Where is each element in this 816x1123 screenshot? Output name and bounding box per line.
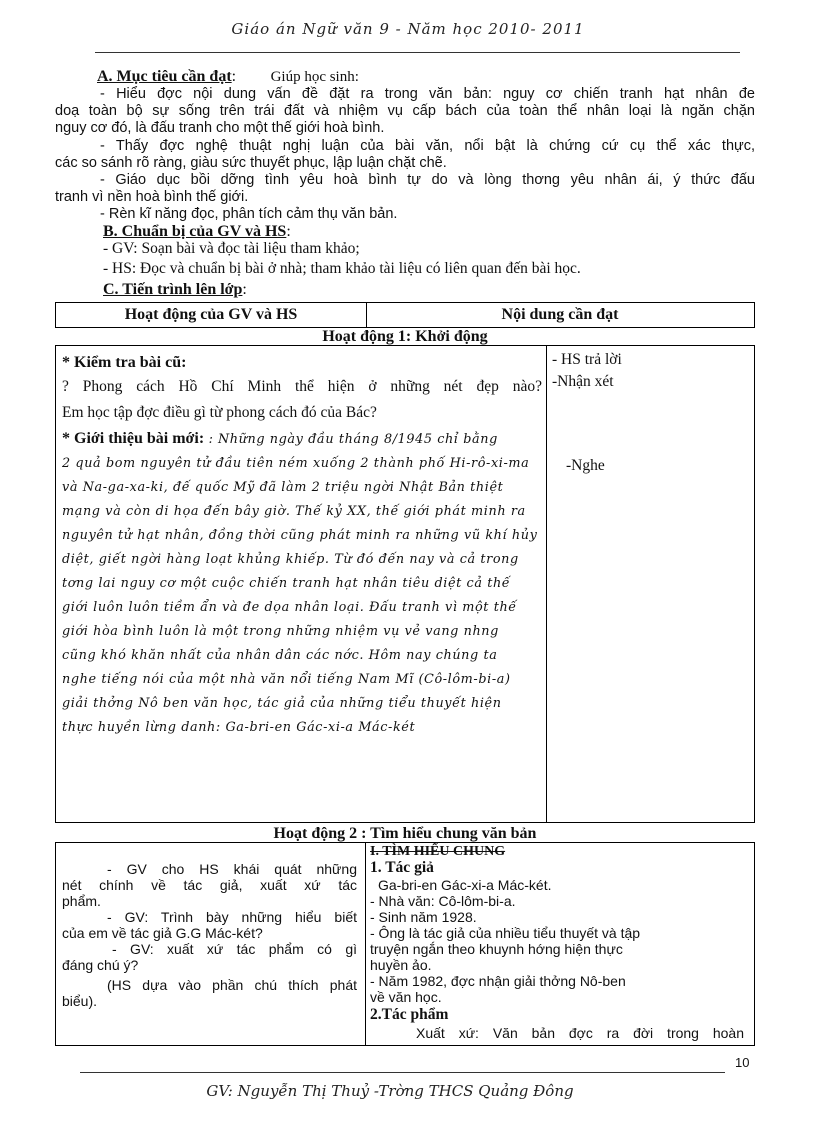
- preparation-hs: - HS: Đọc và chuẩn bị bài ở nhà; tham khảo tài liệu có liên quan đến bài học.: [103, 260, 581, 277]
- activity2-left-line: - GV: xuất xứ tác phẩm có gì: [112, 941, 357, 957]
- check-label: * Kiểm tra bài cũ:: [62, 354, 187, 371]
- general-heading: I. TÌM HIỂU CHUNG: [370, 844, 506, 859]
- process-colon: :: [242, 281, 247, 298]
- page-header: Giáo án Ngữ văn 9 - Năm học 2010- 2011: [231, 20, 585, 38]
- author-heading: 1. Tác giả: [370, 859, 434, 876]
- author-line: - Sinh năm 1928.: [370, 909, 477, 925]
- intro-line: cũng khó khăn nhất của nhân dân các nớc. Hôm nay chúng ta: [62, 648, 498, 663]
- check-question-2: Em học tập đợc điều gì từ phong cách đó của Bác?: [62, 404, 377, 421]
- intro-label: * Giới thiệu bài mới:: [62, 430, 205, 447]
- objective-line: nguy cơ đó, là đấu tranh cho một thế giới hoà bình.: [55, 120, 385, 136]
- page-number: 10: [735, 1055, 750, 1070]
- table-header-col1: Hoạt động của GV và HS: [124, 306, 298, 323]
- activity2-left-line: biểu).: [62, 993, 98, 1009]
- activity2-left-line: của em về tác giả G.G Mác-két?: [62, 925, 263, 941]
- objectives-colon: :: [231, 68, 237, 85]
- author-line: - Năm 1982, đợc nhận giải thởng Nô-ben: [370, 973, 626, 989]
- intro-line: và Na-ga-xa-ki, đế quốc Mỹ đã làm 2 triệu ngời Nhật Bản thiệt: [62, 480, 504, 495]
- objectives-intro: Giúp học sinh:: [270, 69, 359, 85]
- intro-line: tơng lai nguy cơ một cuộc chiến tranh hạt nhân tiêu diệt cả thế: [62, 576, 511, 591]
- intro-line: diệt, giết ngời hàng loạt khủng khiếp. Từ đó đến nay và cả trong: [62, 552, 519, 567]
- activity2-divider: [365, 843, 366, 1045]
- intro-line: thực huyền lừng danh: Ga-bri-en Gác-xi-a Mác-két: [62, 720, 416, 735]
- activity2-left-line: - GV cho HS khái quát những: [107, 861, 357, 877]
- activity1-divider: [546, 346, 547, 822]
- activity2-left-line: phẩm.: [62, 893, 101, 909]
- preparation-colon: :: [286, 223, 291, 240]
- author-line: truyện ngắn theo khuynh hớng hiện thực: [370, 941, 623, 957]
- work-heading: 2.Tác phẩm: [370, 1006, 449, 1023]
- objectives-heading: A. Mục tiêu cần đạt: [97, 68, 232, 85]
- response-comment: -Nhận xét: [552, 373, 614, 390]
- objective-line: - Rèn kĩ năng đọc, phân tích cảm thụ văn bản.: [100, 206, 398, 222]
- work-line: Xuất xứ: Văn bản đợc ra đời trong hoàn: [416, 1025, 744, 1041]
- activity2-table: [55, 842, 755, 1046]
- author-line: về văn học.: [370, 989, 442, 1005]
- intro-line: nguyên tử hạt nhân, đồng thời cũng phát minh ra những vũ khí hủy: [62, 528, 538, 543]
- intro-line: mạng và còn di họa đến bây giờ. Thế kỷ XX, thế giới phát minh ra: [62, 504, 526, 519]
- table-header-col2: Nội dung cần đạt: [501, 306, 619, 323]
- preparation-heading: B. Chuẩn bị của GV và HS: [103, 223, 287, 240]
- author-line: Ga-bri-en Gác-xi-a Mác-két.: [378, 877, 552, 893]
- author-line: huyền ảo.: [370, 957, 432, 973]
- author-line: - Ông là tác giả của nhiều tiểu thuyết và tập: [370, 925, 641, 941]
- objective-line: doạ toàn bộ sự sống trên trái đất và nhiệm vụ cấp bách của toàn thể nhân loại là ngăn chặn: [55, 103, 755, 119]
- intro-sep: :: [208, 432, 214, 447]
- objective-line: các so sánh rõ ràng, giàu sức thuyết phục, lập luận chặt chẽ.: [55, 155, 447, 171]
- author-line: - Nhà văn: Cô-lôm-bi-a.: [370, 893, 516, 909]
- header-divider: [95, 52, 740, 53]
- activity2-title: Hoạt động 2 : Tìm hiểu chung văn bản: [273, 825, 537, 842]
- intro-line: giới hòa bình luôn là một trong những nhiệm vụ vẻ vang nhng: [62, 624, 499, 639]
- activity2-left-line: nét chính về tác giả, xuất xứ tác: [62, 877, 357, 893]
- activity2-left-line: đáng chú ý?: [62, 957, 139, 973]
- page-footer: GV: Nguyễn Thị Thuỷ -Trờng THCS Quảng Đông: [206, 1082, 574, 1100]
- activity1-table: [55, 345, 755, 823]
- process-heading: C. Tiến trình lên lớp: [103, 281, 243, 298]
- objective-line: - Hiểu đợc nội dung vấn đề đặt ra trong văn bản: nguy cơ chiến tranh hạt nhân đe: [100, 86, 755, 102]
- preparation-heading-row: [103, 223, 291, 241]
- activity2-left-line: (HS dựa vào phần chú thích phát: [107, 977, 357, 993]
- intro-line: giải thởng Nô ben văn học, tác giả của những tiểu thuyết hiện: [62, 696, 502, 711]
- objective-line: - Giáo dục bồi dỡng tình yêu hoà bình tự do và lòng thơng yêu nhân ái, ý thức đấu: [100, 172, 755, 188]
- intro-line: nghe tiếng nói của một nhà văn nổi tiếng Nam Mĩ (Cô-lôm-bi-a): [62, 672, 511, 687]
- footer-divider: [80, 1072, 725, 1073]
- preparation-gv: - GV: Soạn bài và đọc tài liệu tham khảo;: [103, 240, 360, 257]
- intro-line: Những ngày đầu tháng 8/1945 chỉ bằng: [218, 432, 498, 447]
- objectives-heading-row: [97, 68, 359, 86]
- response-answer: - HS trả lời: [552, 351, 622, 368]
- objective-line: - Thấy đợc nghệ thuật nghị luận của bài văn, nổi bật là chứng cứ cụ thể xác thực,: [100, 138, 755, 154]
- intro-line: 2 quả bom nguyên tử đầu tiên ném xuống 2 thành phố Hi-rô-xi-ma: [62, 456, 530, 471]
- process-heading-row: [103, 281, 247, 299]
- table-header: [55, 302, 755, 328]
- objective-line: tranh vì nền hoà bình thế giới.: [55, 189, 249, 205]
- intro-first-row: [62, 430, 498, 448]
- activity2-left-line: - GV: Trình bày những hiểu biết: [107, 909, 357, 925]
- response-listen: -Nghe: [566, 457, 605, 474]
- intro-line: giới luôn luôn tiềm ẩn và đe dọa nhân loại. Đấu tranh vì một thế: [62, 600, 517, 615]
- check-question-1: ? Phong cách Hồ Chí Minh thể hiện ở những nét đẹp nào?: [62, 378, 542, 395]
- activity1-title: Hoạt động 1: Khởi động: [322, 328, 488, 345]
